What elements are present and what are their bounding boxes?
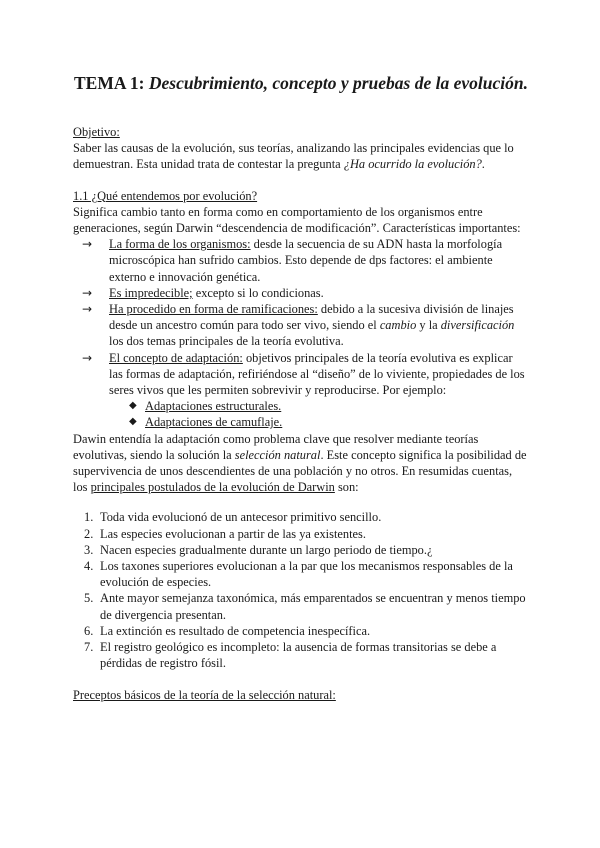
item-text: Ante mayor semejanza taxonómica, más emparentados se encuentran y menos tiempo de divergencia presentan. [100,591,526,622]
bullet-label: El concepto de adaptación: [109,350,243,365]
bullet-text: excepto si lo condicionas. [192,285,324,300]
document-body [73,72,529,703]
bullet-label: Ha procedido en forma de ramificaciones: [109,302,318,317]
objetivo-text [73,140,529,172]
list-item [84,590,529,622]
list-item [84,526,529,542]
darwin-paragraph [73,431,529,496]
characteristics-list [73,236,529,430]
list-item [84,542,529,558]
list-item [84,558,529,590]
objetivo-end: . [481,157,485,172]
item-number: 3. [84,542,94,557]
item-number: 5. [84,591,94,606]
list-item [109,301,529,350]
objetivo-label: Objetivo: [73,125,120,139]
item-number: 1. [84,510,94,525]
list-item [109,236,529,285]
item-text: Toda vida evolucionó de un antecesor primitivo sencillo. [100,510,382,525]
examples-list [109,398,529,430]
bullet-text: desde la secuencia de su ADN hasta la morfología microscópica han sufrido cambios. Esto depende de dps factores: el ambiente externo e innovación genética. [109,237,503,284]
section-title: 1.1 ¿Qué entendemos por evolución? [73,188,258,203]
bullet-text: debido a la sucesiva división de linajes desde un ancestro común para todo ser vivo, siendo el [109,302,514,333]
preceptos-heading: Preceptos básicos de la teoría de la selección natural: [73,687,336,702]
list-item [84,623,529,639]
para-text: . Este concepto significa la posibilidad de supervivencia de unos descendientes de una población y no otros. En resumidas cuentas, los [73,447,527,495]
objetivo-question: ¿Ha ocurrido la evolución? [343,157,482,172]
item-text: Las especies evolucionan a partir de las ya existentes. [100,526,366,541]
item-text: La extinción es resultado de competencia inespecífica. [100,623,371,638]
item-text: Los taxones superiores evolucionan a la par que los mecanismos responsables de la evolución de especies. [100,559,513,590]
section-intro: Significa cambio tanto en forma como en comportamiento de los organismos entre generaciones, según Darwin “descendencia de modificación”. Características importantes: [73,204,521,236]
postulados-list [73,509,529,671]
item-number: 6. [84,623,94,638]
para-text: Dawin entendía la adaptación como problema clave que resolver mediante teorías evolutivas, siendo la solución la [73,431,479,462]
list-item [109,285,529,301]
bullet-label: La forma de los organismos: [109,237,251,252]
list-item [109,350,529,431]
bullet-text: y la [416,318,441,333]
item-number: 2. [84,526,94,541]
para-underline: principales postulados de la evolución de Darwin [90,480,335,495]
bullet-italic: diversificación [440,318,515,333]
title-prefix: TEMA 1: [73,73,145,93]
bullet-italic: cambio [379,318,417,333]
bullet-text: los dos temas principales de la teoría evolutiva. [109,334,344,349]
para-italic: selección natural [234,447,321,462]
list-item [84,639,529,671]
item-text: Nacen especies gradualmente durante un largo periodo de tiempo.¿ [100,542,433,557]
item-text: El registro geológico es incompleto: la ausencia de formas transitorias se debe a pérdidas de registro fósil. [100,640,497,671]
list-item: ◆ Adaptaciones de camuflaje. [145,414,529,430]
objetivo-body: Saber las causas de la evolución, sus teorías, analizando las principales evidencias que lo demuestran. Esta unidad trata de contestar la pregunta [73,141,514,172]
para-text: son: [334,480,359,495]
item-number: 4. [84,559,94,574]
list-item [84,509,529,525]
item-number: 7. [84,640,94,655]
bullet-label: Es impredecible; [109,285,193,300]
title-italic: Descubrimiento, concepto y pruebas de la evolución. [148,73,528,93]
bullet-text: objetivos principales de la teoría evolutiva es explicar las formas de adaptación, refiriéndose al “diseño” de lo viviente, propiedades de los seres vivos que les permiten sobrevivir y reproducirse. Por ejemplo: [109,350,525,398]
list-item: ◆ Adaptaciones estructurales. [145,398,529,414]
page-title [73,72,529,94]
